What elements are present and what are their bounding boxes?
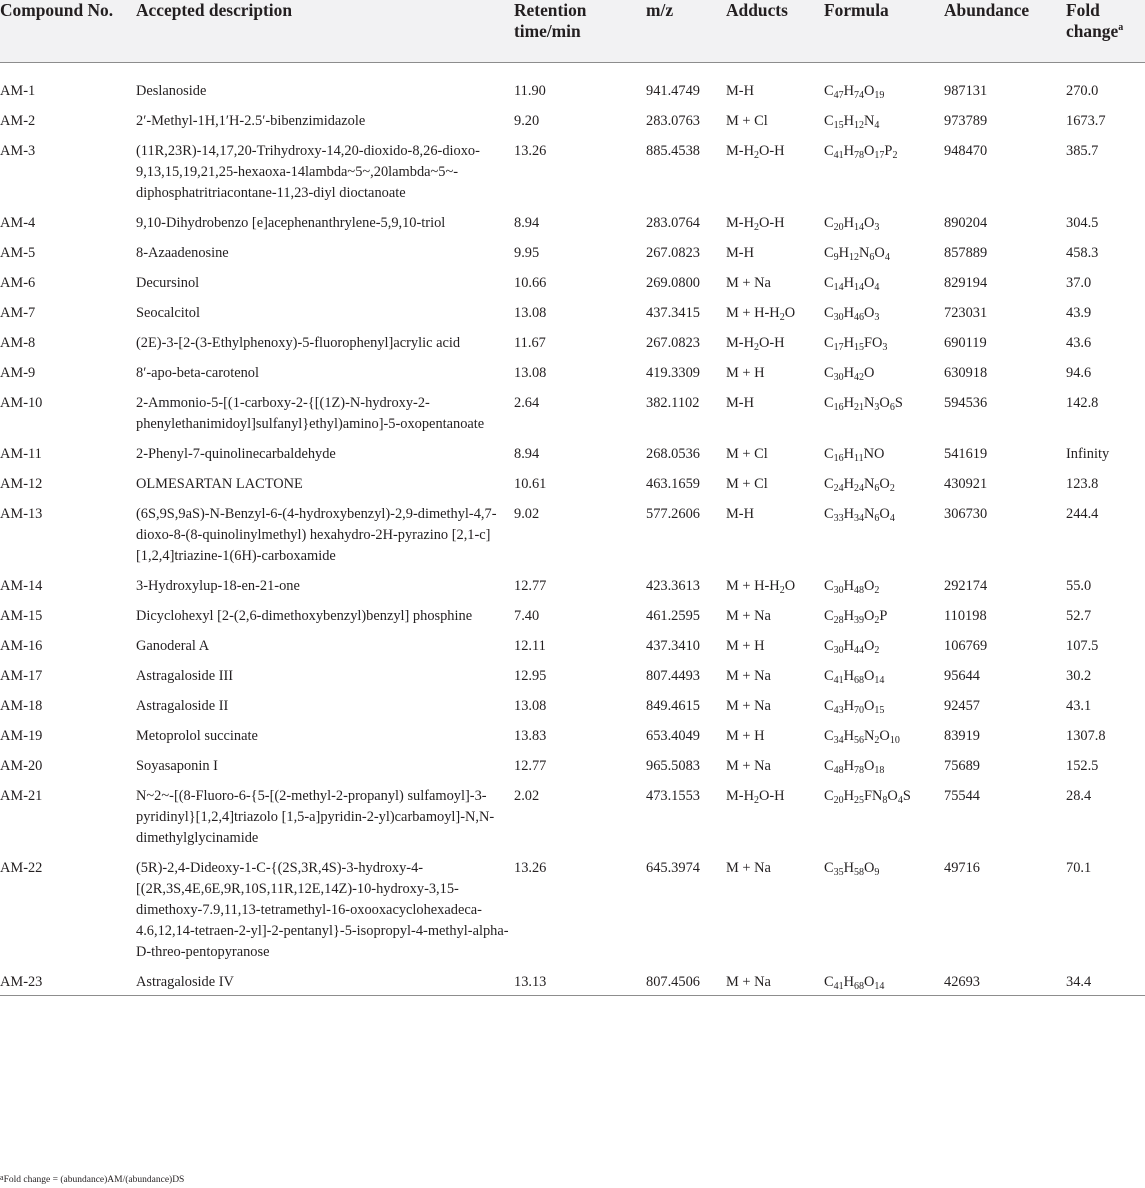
cell-abundance: 49716 [944,860,980,876]
cell-retention-time: 2.64 [514,395,540,411]
cell-mz: 267.0823 [646,245,700,261]
cell-description: 8-Azaadenosine [136,245,229,261]
table-row [0,467,1145,497]
cell-formula: $C_{41}H_{68}O_{14}$ [824,668,885,686]
table-row [0,659,1145,689]
cell-fold-change: 123.8 [1066,476,1099,492]
cell-adduct: M + Na [726,275,771,291]
table-row [0,104,1145,134]
cell-mz: 645.3974 [646,860,700,876]
cell-retention-time: 9.02 [514,506,540,522]
cell-description: 2-Ammonio-5-[(1-carboxy-2-{[(1Z)-N-hydroxy-2-phenylethanimidoyl]sulfanyl}ethyl)amino]-5-oxopentanoate [136,395,485,432]
cell-compound-no: AM-7 [0,305,36,321]
cell-formula: $C_{41}H_{78}O_{17}P_2$ [824,143,898,161]
cell-formula: $C_{17}H_{15}FO_3$ [824,335,888,353]
cell-adduct: M-H [726,245,754,261]
cell-mz: 283.0764 [646,215,700,231]
cell-fold-change: 70.1 [1066,860,1092,876]
cell-formula: $C_{33}H_{34}N_6O_4$ [824,506,895,524]
header-fold-change-sup: a [1118,22,1124,34]
cell-compound-no: AM-1 [0,83,36,99]
cell-retention-time: 13.13 [514,965,646,996]
header-abundance: Abundance [944,0,1066,63]
cell-mz: 437.3410 [646,638,700,654]
cell-retention-time: 13.08 [514,365,547,381]
cell-formula: $C_{34}H_{56}N_2O_{10}$ [824,728,900,746]
cell-formula: $C_{30}H_{46}O_3$ [824,305,880,323]
cell-compound-no: AM-15 [0,608,43,624]
cell-description: (5R)-2,4-Dideoxy-1-C-{(2S,3R,4S)-3-hydroxy-4-[(2R,3S,4E,6E,9R,10S,11R,12E,14Z)-10-hydroxy-3,15-dimethoxy-7.9,11,13-tetramethyl-16-oxooxacyclohexadeca-4.6,12,14-tetraen-2-yl]-2-pentanyl}-5-isopropyl-4-methyl-alpha-D-threo-pentopyranose [136,860,509,960]
cell-description: 2′-Methyl-1H,1′H-2.5′-bibenzimidazole [136,113,366,129]
cell-compound-no: AM-17 [0,668,43,684]
cell-fold-change: 28.4 [1066,788,1092,804]
cell-abundance: 948470 [944,143,988,159]
cell-compound-no: AM-13 [0,506,43,522]
table-row [0,296,1145,326]
cell-description: Astragaloside II [136,698,229,714]
cell-description: Dicyclohexyl [2-(2,6-dimethoxybenzyl)benzyl] phosphine [136,608,473,624]
table-row [0,569,1145,599]
cell-description: Astragaloside III [136,668,234,684]
header-compound-no: Compound No. [0,0,136,63]
cell-abundance: 594536 [944,395,988,411]
table-row [0,63,1145,105]
cell-fold-change: 43.6 [1066,335,1092,351]
cell-abundance: 541619 [944,446,988,462]
cell-compound-no: AM-12 [0,476,43,492]
cell-formula: $C_9H_{12}N_6O_4$ [824,245,890,263]
cell-retention-time: 12.77 [514,578,547,594]
cell-fold-change: 385.7 [1066,143,1099,159]
cell-mz: 382.1102 [646,395,700,411]
cell-mz: 965.5083 [646,758,700,774]
cell-fold-change: 34.4 [1066,965,1145,996]
cell-compound-no: AM-3 [0,143,36,159]
cell-mz: 419.3309 [646,365,700,381]
cell-fold-change: 37.0 [1066,275,1092,291]
cell-fold-change: 142.8 [1066,395,1099,411]
cell-fold-change: 244.4 [1066,506,1099,522]
cell-fold-change: 55.0 [1066,578,1092,594]
table-row [0,851,1145,965]
cell-adduct: M + Cl [726,113,768,129]
cell-mz: 461.2595 [646,608,700,624]
cell-mz: 269.0800 [646,275,700,291]
cell-retention-time: 12.11 [514,638,546,654]
cell-compound-no: AM-14 [0,578,43,594]
table-body [0,63,1145,996]
cell-formula: $C_{20}H_{25}FN_8O_4S$ [824,788,911,806]
cell-formula: $C_{35}H_{58}O_9$ [824,860,880,878]
footnote-text: Fold change = (abundance)AM/(abundance)DS [3,1175,185,1185]
cell-abundance: 75544 [944,788,980,804]
table-row [0,689,1145,719]
cell-mz: 423.3613 [646,578,700,594]
cell-compound-no: AM-19 [0,728,43,744]
cell-compound-no: AM-4 [0,215,36,231]
cell-adduct: M + Na [726,668,771,684]
cell-retention-time: 13.26 [514,860,547,876]
cell-fold-change: 43.9 [1066,305,1092,321]
cell-description: N~2~-[(8-Fluoro-6-{5-[(2-methyl-2-propanyl) sulfamoyl]-3-pyridinyl}[1,2,4]triazolo [1,5-a]pyridin-2-yl)carbamoyl]-N,N-dimethylglycinamide [136,788,495,846]
cell-compound-no: AM-5 [0,245,36,261]
cell-formula: $C_{16}H_{21}N_3O_6S$ [824,395,903,413]
cell-fold-change: 107.5 [1066,638,1099,654]
cell-retention-time: 11.90 [514,83,546,99]
header-adducts: Adducts [726,0,824,63]
cell-description: Astragaloside IV [136,965,514,996]
cell-abundance: 857889 [944,245,988,261]
table-row [0,206,1145,236]
cell-adduct: $M-H_2O-H$ [726,335,785,353]
cell-mz: 267.0823 [646,335,700,351]
cell-description: OLMESARTAN LACTONE [136,476,303,492]
cell-description: (6S,9S,9aS)-N-Benzyl-6-(4-hydroxybenzyl)-2,9-dimethyl-4,7-dioxo-8-(8-quinolinylmethyl) hexahydro-2H-pyrazino [2,1-c][1,2,4]triazine-1(6H)-carboxamide [136,506,497,564]
table-row [0,236,1145,266]
cell-description: 3-Hydroxylup-18-en-21-one [136,578,300,594]
cell-mz: 473.1553 [646,788,700,804]
cell-compound-no: AM-16 [0,638,43,654]
cell-abundance: 890204 [944,215,988,231]
cell-adduct: M + H [726,728,765,744]
cell-description: Soyasaponin I [136,758,218,774]
cell-abundance: 292174 [944,578,988,594]
header-fold-change [1066,0,1145,63]
cell-formula: $C_{30}H_{44}O_2$ [824,638,880,656]
cell-retention-time: 10.66 [514,275,547,291]
footnote-sup: a [0,1173,4,1182]
table-row [0,779,1145,851]
cell-abundance: 83919 [944,728,980,744]
cell-formula: $C_{15}H_{12}N_4$ [824,113,880,131]
cell-adduct: M + Na [726,698,771,714]
cell-adduct: $M-H_2O-H$ [726,788,785,806]
cell-adduct: $M + H-H_2O$ [726,305,796,323]
cell-formula: $C_{16}H_{11}NO$ [824,446,885,464]
cell-fold-change: 304.5 [1066,215,1099,231]
cell-fold-change: 458.3 [1066,245,1099,261]
table-row [0,134,1145,206]
cell-adduct: M + Na [726,965,824,996]
cell-mz: 807.4493 [646,668,700,684]
cell-abundance: 92457 [944,698,980,714]
table-row [0,326,1145,356]
cell-abundance: 42693 [944,965,1066,996]
cell-mz: 941.4749 [646,83,700,99]
cell-adduct: $M-H_2O-H$ [726,143,785,161]
cell-description: Ganoderal A [136,638,210,654]
cell-compound-no: AM-18 [0,698,43,714]
cell-description: (11R,23R)-14,17,20-Trihydroxy-14,20-dioxido-8,26-dioxo-9,13,15,19,21,25-hexaoxa-14lambda~5~,20lambda~5~-diphosphatritriacontane-11,23-diyl dioctanoate [136,143,480,201]
table-row [0,266,1145,296]
header-formula: Formula [824,0,944,63]
cell-fold-change: 52.7 [1066,608,1092,624]
header-mz: m/z [646,0,726,63]
cell-fold-change: 1673.7 [1066,113,1106,129]
cell-compound-no: AM-10 [0,395,43,411]
cell-fold-change: 270.0 [1066,83,1099,99]
table-header [0,0,1145,63]
cell-abundance: 106769 [944,638,988,654]
cell-compound-no: AM-22 [0,860,43,876]
cell-mz: 653.4049 [646,728,700,744]
cell-mz: 268.0536 [646,446,700,462]
cell-retention-time: 8.94 [514,215,540,231]
header-fold-change-label: Fold change [1066,0,1119,41]
cell-abundance: 430921 [944,476,988,492]
footnote [0,1174,184,1186]
cell-retention-time: 12.95 [514,668,547,684]
cell-abundance: 723031 [944,305,988,321]
table-row [0,386,1145,437]
cell-retention-time: 12.77 [514,758,547,774]
cell-adduct: M-H [726,395,754,411]
cell-description: Deslanoside [136,83,207,99]
cell-adduct: M + H [726,638,765,654]
cell-retention-time: 13.83 [514,728,547,744]
cell-compound-no: AM-20 [0,758,43,774]
cell-formula: $C_{47}H_{74}O_{19}$ [824,83,885,101]
table-row [0,599,1145,629]
cell-retention-time: 7.40 [514,608,540,624]
cell-fold-change: 152.5 [1066,758,1099,774]
cell-abundance: 973789 [944,113,988,129]
cell-description: 9,10-Dihydrobenzo [e]acephenanthrylene-5,9,10-triol [136,215,446,231]
cell-description: (2E)-3-[2-(3-Ethylphenoxy)-5-fluorophenyl]acrylic acid [136,335,461,351]
cell-formula: $C_{30}H_{42}O$ [824,365,875,383]
cell-adduct: M + Na [726,758,771,774]
cell-abundance: 829194 [944,275,988,291]
cell-description: Seocalcitol [136,305,200,321]
cell-retention-time: 13.08 [514,698,547,714]
cell-adduct: M-H [726,506,754,522]
cell-retention-time: 8.94 [514,446,540,462]
cell-adduct: M + Cl [726,476,768,492]
cell-formula: $C_{43}H_{70}O_{15}$ [824,698,885,716]
cell-mz: 437.3415 [646,305,700,321]
table-row [0,437,1145,467]
cell-abundance: 690119 [944,335,987,351]
cell-fold-change: Infinity [1066,446,1110,462]
cell-mz: 577.2606 [646,506,700,522]
cell-mz: 885.4538 [646,143,700,159]
cell-adduct: M + Na [726,608,771,624]
cell-adduct: $M-H_2O-H$ [726,215,785,233]
cell-retention-time: 11.67 [514,335,546,351]
cell-compound-no: AM-9 [0,365,36,381]
cell-formula: $C_{20}H_{14}O_3$ [824,215,880,233]
cell-compound-no: AM-21 [0,788,43,804]
table-row [0,749,1145,779]
cell-formula: $C_{28}H_{39}O_2P$ [824,608,888,626]
cell-retention-time: 9.20 [514,113,540,129]
cell-formula: $C_{14}H_{14}O_4$ [824,275,880,293]
cell-adduct: M + H [726,365,765,381]
cell-retention-time: 2.02 [514,788,540,804]
table-row [0,965,1145,996]
cell-adduct: M + Cl [726,446,768,462]
cell-retention-time: 13.08 [514,305,547,321]
cell-mz: 463.1659 [646,476,700,492]
cell-formula: $C_{48}H_{78}O_{18}$ [824,758,885,776]
cell-fold-change: 1307.8 [1066,728,1106,744]
cell-description: 2-Phenyl-7-quinolinecarbaldehyde [136,446,336,462]
cell-adduct: $M + H-H_2O$ [726,578,796,596]
cell-compound-no: AM-8 [0,335,36,351]
cell-compound-no: AM-6 [0,275,36,291]
cell-fold-change: 43.1 [1066,698,1092,714]
cell-formula: $C_{41}H_{68}O_{14}$ [824,965,944,996]
cell-retention-time: 9.95 [514,245,540,261]
cell-abundance: 306730 [944,506,988,522]
cell-description: Metoprolol succinate [136,728,258,744]
table-row [0,719,1145,749]
cell-abundance: 987131 [944,83,988,99]
cell-retention-time: 10.61 [514,476,547,492]
cell-formula: $C_{30}H_{48}O_2$ [824,578,880,596]
cell-description: 8′-apo-beta-carotenol [136,365,260,381]
table-row [0,356,1145,386]
cell-mz: 849.4615 [646,698,700,714]
cell-fold-change: 94.6 [1066,365,1092,381]
cell-fold-change: 30.2 [1066,668,1092,684]
cell-description: Decursinol [136,275,200,291]
cell-compound-no: AM-23 [0,965,136,996]
cell-compound-no: AM-2 [0,113,36,129]
cell-abundance: 110198 [944,608,987,624]
cell-adduct: M + Na [726,860,771,876]
cell-mz: 283.0763 [646,113,700,129]
cell-formula: $C_{24}H_{24}N_6O_2$ [824,476,895,494]
cell-abundance: 630918 [944,365,988,381]
cell-abundance: 75689 [944,758,980,774]
cell-retention-time: 13.26 [514,143,547,159]
cell-mz: 807.4506 [646,965,726,996]
cell-abundance: 95644 [944,668,980,684]
header-description: Accepted description [136,0,514,63]
cell-compound-no: AM-11 [0,446,42,462]
table-row [0,629,1145,659]
header-retention: Retention time/min [514,0,646,63]
table-row [0,497,1145,569]
cell-adduct: M-H [726,83,754,99]
